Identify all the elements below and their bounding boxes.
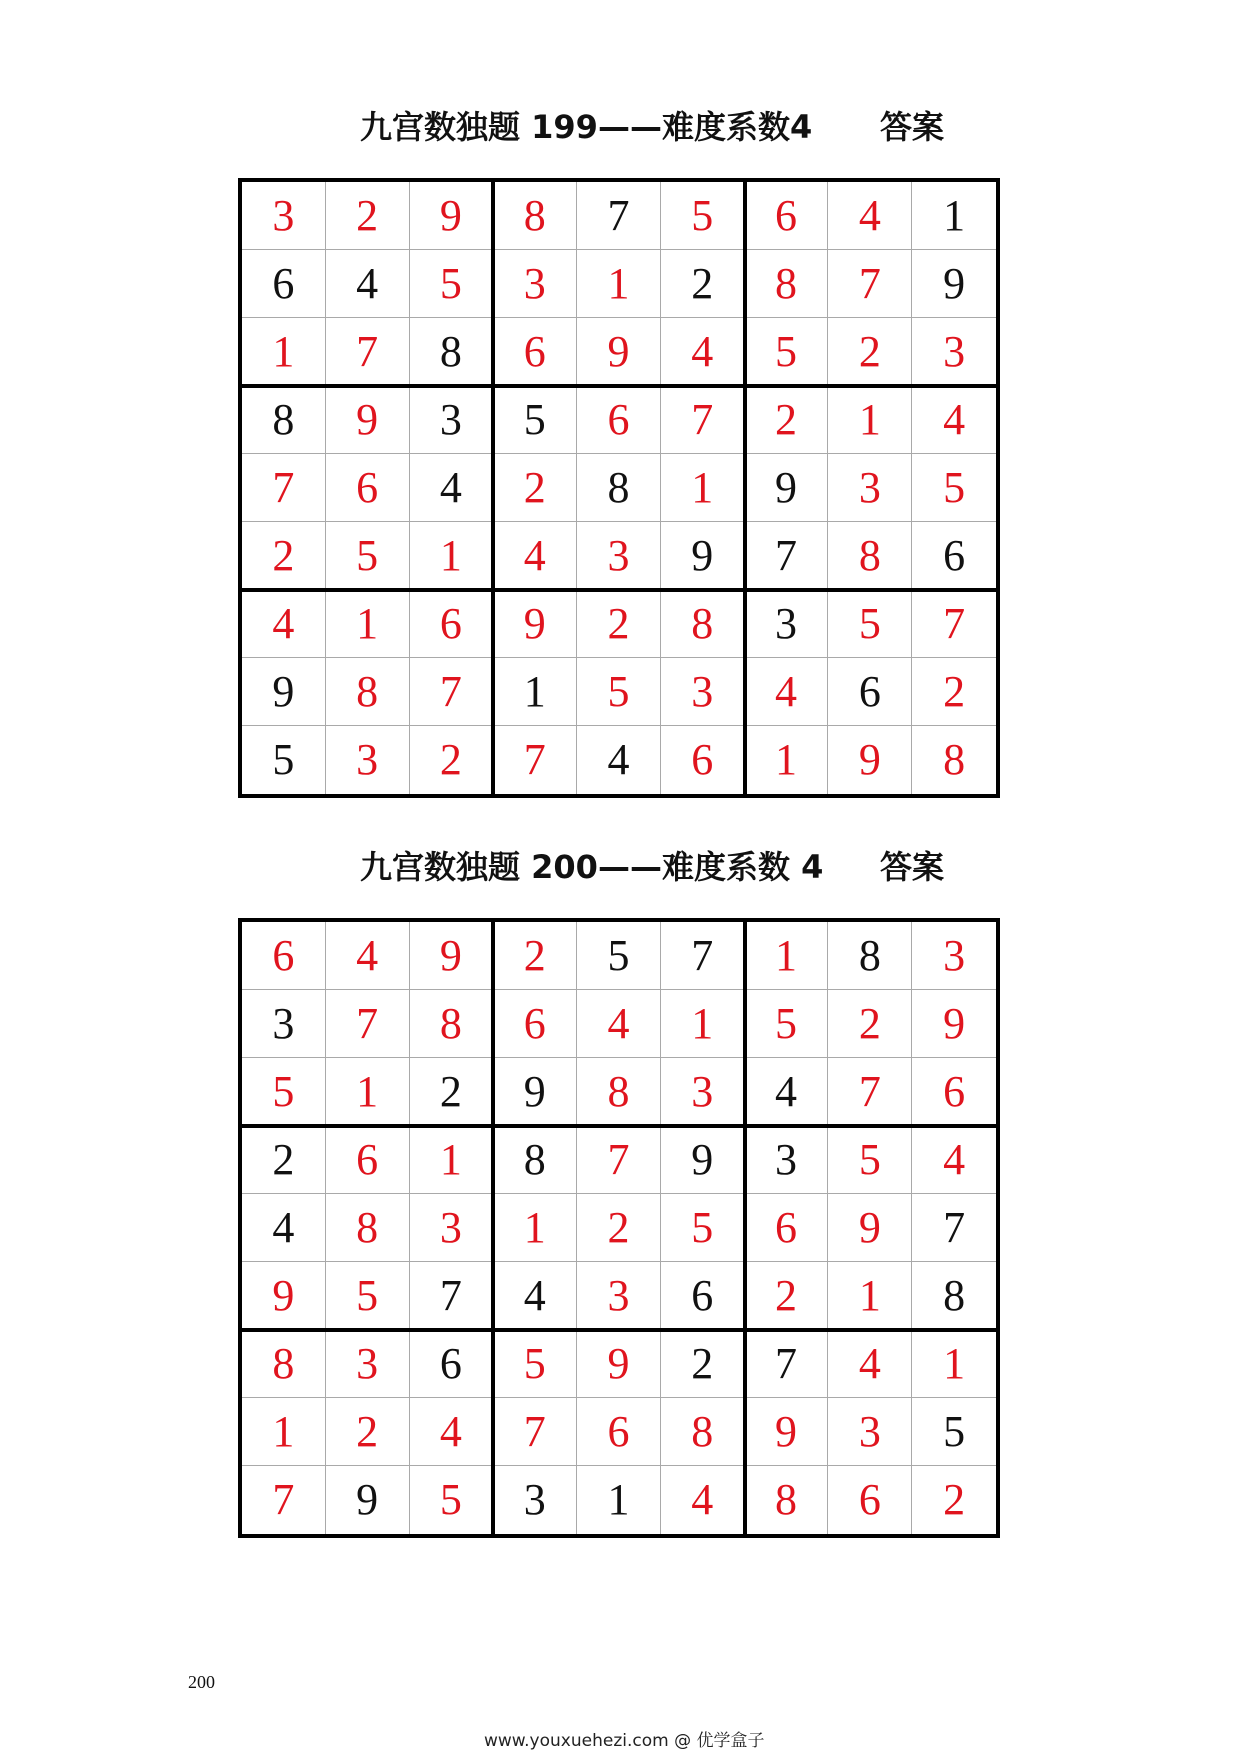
sudoku-cell-r4c1: 8: [242, 386, 326, 454]
sudoku-cell-r2c9: 9: [912, 250, 996, 318]
sudoku-cell-r4c4: 8: [493, 1126, 577, 1194]
sudoku-cell-r8c5: 6: [577, 1398, 661, 1466]
sudoku-cell-r2c3: 5: [410, 250, 494, 318]
sudoku-cell-r7c8: 4: [828, 1330, 912, 1398]
sudoku-cell-r1c6: 5: [661, 182, 745, 250]
sudoku-cell-r7c3: 6: [410, 1330, 494, 1398]
sudoku-cell-r5c7: 6: [745, 1194, 829, 1262]
sudoku-cell-r2c2: 7: [326, 990, 410, 1058]
box-divider-horizontal: [242, 384, 996, 388]
sudoku-cell-r1c5: 5: [577, 922, 661, 990]
sudoku-cell-r3c6: 3: [661, 1058, 745, 1126]
sudoku-cell-r3c1: 1: [242, 318, 326, 386]
sudoku-cell-r4c7: 3: [745, 1126, 829, 1194]
sudoku-cell-r8c9: 2: [912, 658, 996, 726]
sudoku-cell-r8c4: 7: [493, 1398, 577, 1466]
sudoku-cell-r8c2: 2: [326, 1398, 410, 1466]
sudoku-cell-r2c8: 2: [828, 990, 912, 1058]
sudoku-cell-r9c8: 6: [828, 1466, 912, 1534]
box-divider-vertical: [491, 182, 495, 794]
sudoku-cell-r5c6: 5: [661, 1194, 745, 1262]
sudoku-grid-200: [238, 918, 1000, 1538]
sudoku-cell-r7c2: 1: [326, 590, 410, 658]
sudoku-cell-r2c9: 9: [912, 990, 996, 1058]
sudoku-cell-r6c4: 4: [493, 1262, 577, 1330]
sudoku-cell-r8c8: 6: [828, 658, 912, 726]
sudoku-cell-r1c3: 9: [410, 182, 494, 250]
sudoku-cell-r5c6: 1: [661, 454, 745, 522]
sudoku-cell-r2c8: 7: [828, 250, 912, 318]
sudoku-cell-r9c1: 7: [242, 1466, 326, 1534]
sudoku-cell-r3c8: 7: [828, 1058, 912, 1126]
sudoku-cell-r2c4: 3: [493, 250, 577, 318]
sudoku-cell-r7c4: 9: [493, 590, 577, 658]
sudoku-cell-r2c1: 6: [242, 250, 326, 318]
sudoku-cell-r1c4: 8: [493, 182, 577, 250]
sudoku-cell-r6c7: 2: [745, 1262, 829, 1330]
sudoku-cell-r3c9: 3: [912, 318, 996, 386]
box-divider-vertical: [743, 182, 747, 794]
box-divider-vertical: [743, 922, 747, 1534]
sudoku-cell-r1c5: 7: [577, 182, 661, 250]
sudoku-cell-r9c7: 8: [745, 1466, 829, 1534]
sudoku-cell-r8c9: 5: [912, 1398, 996, 1466]
sudoku-grid-199: [238, 178, 1000, 798]
sudoku-cell-r6c9: 8: [912, 1262, 996, 1330]
sudoku-cell-r8c1: 9: [242, 658, 326, 726]
sudoku-cell-r6c5: 3: [577, 1262, 661, 1330]
sudoku-cell-r6c1: 9: [242, 1262, 326, 1330]
sudoku-cell-r6c7: 7: [745, 522, 829, 590]
puzzle-200-title: [0, 832, 1240, 892]
box-divider-vertical: [491, 922, 495, 1534]
sudoku-cell-r8c3: 4: [410, 1398, 494, 1466]
sudoku-cell-r5c2: 6: [326, 454, 410, 522]
sudoku-cell-r6c9: 6: [912, 522, 996, 590]
sudoku-cell-r9c4: 3: [493, 1466, 577, 1534]
sudoku-cell-r1c4: 2: [493, 922, 577, 990]
sudoku-cell-r9c5: 4: [577, 726, 661, 794]
sudoku-cell-r3c7: 4: [745, 1058, 829, 1126]
answer-label: 答案: [880, 848, 945, 886]
sudoku-cell-r3c2: 1: [326, 1058, 410, 1126]
puzzle-199-title: [0, 92, 1240, 152]
sudoku-cell-r4c9: 4: [912, 1126, 996, 1194]
sudoku-cell-r9c3: 5: [410, 1466, 494, 1534]
sudoku-cell-r2c6: 1: [661, 990, 745, 1058]
sudoku-cell-r5c3: 3: [410, 1194, 494, 1262]
sudoku-cell-r5c2: 8: [326, 1194, 410, 1262]
sudoku-cell-r7c3: 6: [410, 590, 494, 658]
sudoku-cell-r6c2: 5: [326, 522, 410, 590]
sudoku-cell-r1c7: 1: [745, 922, 829, 990]
sudoku-cell-r9c4: 7: [493, 726, 577, 794]
sudoku-cell-r6c3: 7: [410, 1262, 494, 1330]
sudoku-cell-r5c8: 9: [828, 1194, 912, 1262]
sudoku-cell-r7c5: 2: [577, 590, 661, 658]
sudoku-cell-r4c2: 6: [326, 1126, 410, 1194]
sudoku-cell-r6c8: 1: [828, 1262, 912, 1330]
sudoku-cell-r5c9: 5: [912, 454, 996, 522]
sudoku-cell-r7c1: 8: [242, 1330, 326, 1398]
sudoku-cell-r5c4: 2: [493, 454, 577, 522]
sudoku-cell-r1c3: 9: [410, 922, 494, 990]
sudoku-cell-r2c7: 8: [745, 250, 829, 318]
sudoku-cell-r6c8: 8: [828, 522, 912, 590]
sudoku-cell-r5c7: 9: [745, 454, 829, 522]
sudoku-cell-r4c9: 4: [912, 386, 996, 454]
sudoku-cell-r5c1: 4: [242, 1194, 326, 1262]
sudoku-cell-r3c3: 8: [410, 318, 494, 386]
footer-watermark: www.youxuehezi.com @ 优学盒子: [484, 1731, 765, 1751]
sudoku-cell-r6c3: 1: [410, 522, 494, 590]
sudoku-cell-r2c7: 5: [745, 990, 829, 1058]
sudoku-cell-r8c6: 8: [661, 1398, 745, 1466]
sudoku-cell-r8c1: 1: [242, 1398, 326, 1466]
sudoku-cell-r1c9: 3: [912, 922, 996, 990]
sudoku-cell-r5c4: 1: [493, 1194, 577, 1262]
sudoku-cell-r1c9: 1: [912, 182, 996, 250]
sudoku-cell-r8c6: 3: [661, 658, 745, 726]
sudoku-cell-r4c8: 1: [828, 386, 912, 454]
sudoku-cell-r5c1: 7: [242, 454, 326, 522]
sudoku-cell-r4c5: 6: [577, 386, 661, 454]
sudoku-cell-r3c6: 4: [661, 318, 745, 386]
sudoku-cell-r7c5: 9: [577, 1330, 661, 1398]
sudoku-cell-r1c1: 6: [242, 922, 326, 990]
puzzle-title-text: 九宫数独题 199——难度系数4: [360, 108, 813, 146]
sudoku-cell-r8c2: 8: [326, 658, 410, 726]
sudoku-cell-r9c8: 9: [828, 726, 912, 794]
box-divider-horizontal: [242, 1328, 996, 1332]
sudoku-cell-r7c8: 5: [828, 590, 912, 658]
sudoku-cell-r5c8: 3: [828, 454, 912, 522]
sudoku-cell-r1c6: 7: [661, 922, 745, 990]
sudoku-cell-r2c6: 2: [661, 250, 745, 318]
sudoku-cell-r9c7: 1: [745, 726, 829, 794]
sudoku-cell-r8c3: 7: [410, 658, 494, 726]
sudoku-cell-r4c3: 3: [410, 386, 494, 454]
sudoku-cell-r9c3: 2: [410, 726, 494, 794]
sudoku-cell-r8c8: 3: [828, 1398, 912, 1466]
sudoku-cell-r9c9: 2: [943, 1475, 966, 1524]
answer-label: 答案: [880, 108, 945, 146]
sudoku-cell-r2c2: 4: [326, 250, 410, 318]
sudoku-cell-r7c6: 8: [661, 590, 745, 658]
sudoku-cell-r7c7: 3: [745, 590, 829, 658]
sudoku-cell-r3c5: 8: [577, 1058, 661, 1126]
sudoku-cell-r2c4: 6: [493, 990, 577, 1058]
sudoku-cell-r7c9: 1: [912, 1330, 996, 1398]
puzzle-title-text: 九宫数独题 200——难度系数 4: [360, 848, 824, 886]
sudoku-cell-r4c4: 5: [493, 386, 577, 454]
sudoku-cell-r5c9: 7: [912, 1194, 996, 1262]
sudoku-cell-r1c2: 2: [326, 182, 410, 250]
sudoku-cell-r2c5: 4: [577, 990, 661, 1058]
sudoku-cell-r9c5: 1: [577, 1466, 661, 1534]
sudoku-cell-r9c1: 5: [242, 726, 326, 794]
sudoku-cell-r4c7: 2: [745, 386, 829, 454]
sudoku-cell-r3c4: 6: [493, 318, 577, 386]
sudoku-cell-r3c9: 6: [912, 1058, 996, 1126]
sudoku-cell-r4c6: 9: [661, 1126, 745, 1194]
sudoku-cell-r9c6: 6: [661, 726, 745, 794]
sudoku-cell-r1c1: 3: [242, 182, 326, 250]
sudoku-cell-r4c8: 5: [828, 1126, 912, 1194]
sudoku-cell-r9c2: 3: [326, 726, 410, 794]
box-divider-horizontal: [242, 588, 996, 592]
sudoku-cell-r5c5: 2: [577, 1194, 661, 1262]
sudoku-cell-r4c3: 1: [410, 1126, 494, 1194]
sudoku-cell-r7c9: 7: [912, 590, 996, 658]
sudoku-cell-r4c5: 7: [577, 1126, 661, 1194]
sudoku-cell-r6c4: 4: [493, 522, 577, 590]
sudoku-cell-r8c4: 1: [493, 658, 577, 726]
sudoku-cell-r6c1: 2: [242, 522, 326, 590]
sudoku-cell-r1c7: 6: [745, 182, 829, 250]
sudoku-cell-r1c8: 8: [828, 922, 912, 990]
sudoku-cell-r2c5: 1: [577, 250, 661, 318]
sudoku-cell-r1c8: 4: [828, 182, 912, 250]
sudoku-cell-r9c2: 9: [326, 1466, 410, 1534]
sudoku-cell-r2c3: 8: [410, 990, 494, 1058]
sudoku-cell-r3c5: 9: [577, 318, 661, 386]
sudoku-cell-r4c6: 7: [661, 386, 745, 454]
sudoku-cell-r7c2: 3: [326, 1330, 410, 1398]
sudoku-cell-r9c6: 4: [661, 1466, 745, 1534]
sudoku-cell-r3c7: 5: [745, 318, 829, 386]
sudoku-cell-r7c6: 2: [661, 1330, 745, 1398]
sudoku-cell-r4c1: 2: [242, 1126, 326, 1194]
sudoku-cell-r6c2: 5: [326, 1262, 410, 1330]
sudoku-cell-r3c4: 9: [493, 1058, 577, 1126]
sudoku-cell-r5c5: 8: [577, 454, 661, 522]
sudoku-cell-r7c1: 4: [242, 590, 326, 658]
sudoku-cell-r3c8: 2: [828, 318, 912, 386]
sudoku-cell-r6c6: 6: [661, 1262, 745, 1330]
box-divider-horizontal: [242, 1124, 996, 1128]
sudoku-cell-r2c1: 3: [242, 990, 326, 1058]
sudoku-cell-r1c2: 4: [326, 922, 410, 990]
sudoku-cell-r9c9: 8: [943, 735, 966, 784]
sudoku-cell-r3c1: 5: [242, 1058, 326, 1126]
sudoku-cell-r3c3: 2: [410, 1058, 494, 1126]
sudoku-cell-r7c7: 7: [745, 1330, 829, 1398]
sudoku-cell-r7c4: 5: [493, 1330, 577, 1398]
sudoku-cell-r4c2: 9: [326, 386, 410, 454]
sudoku-cell-r5c3: 4: [410, 454, 494, 522]
sudoku-cell-r6c5: 3: [577, 522, 661, 590]
sudoku-cell-r8c7: 4: [745, 658, 829, 726]
page-number: 200: [188, 1672, 215, 1692]
sudoku-cell-r8c7: 9: [745, 1398, 829, 1466]
sudoku-cell-r8c5: 5: [577, 658, 661, 726]
sudoku-cell-r3c2: 7: [326, 318, 410, 386]
sudoku-cell-r6c6: 9: [661, 522, 745, 590]
